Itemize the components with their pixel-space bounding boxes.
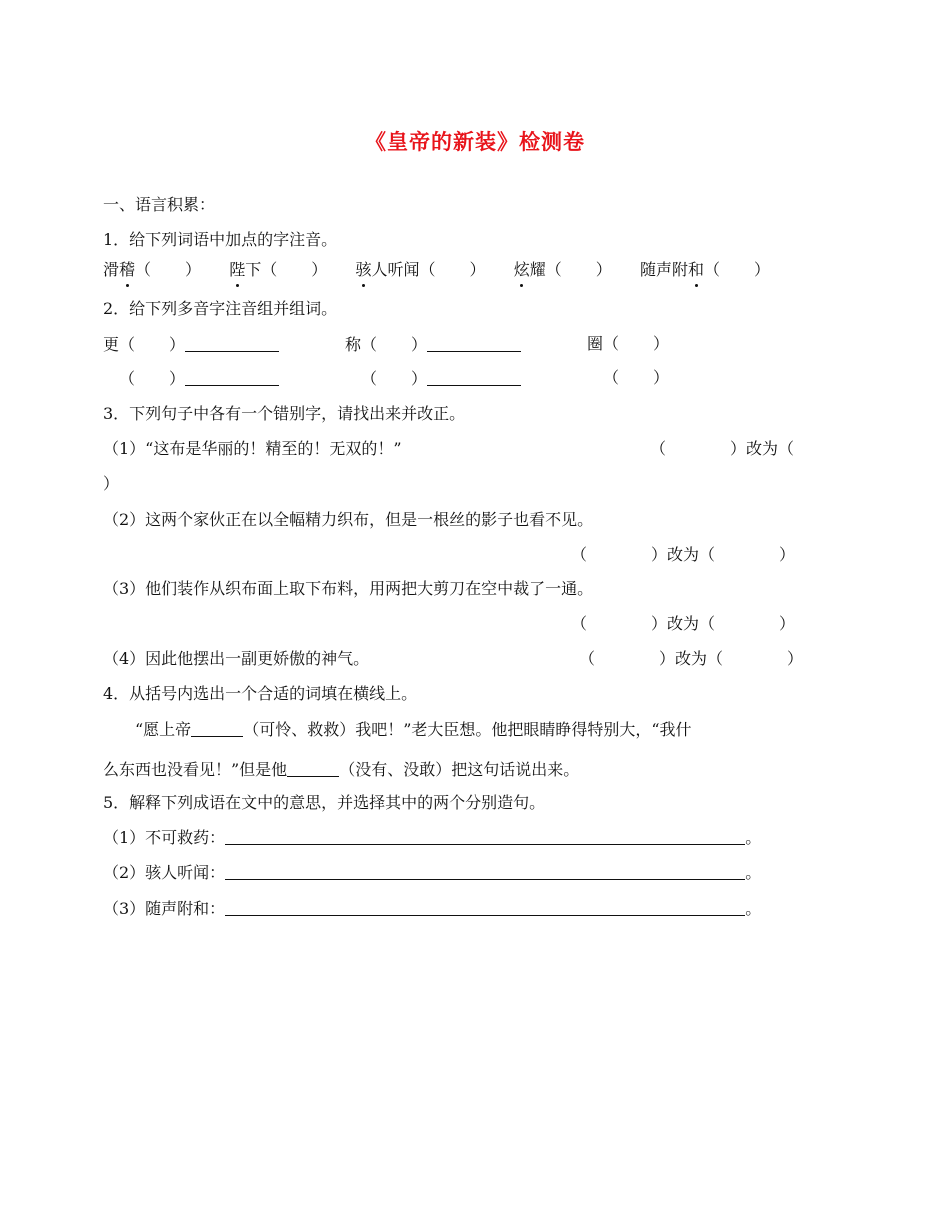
q4-passage-line-1: “愿上帝 （可怜、救救）我吧！”老大臣想。他把眼睛睁得特别大，“我什 bbox=[135, 720, 692, 739]
q2-prompt: 2．给下列多音字注音组并组词。 bbox=[103, 299, 338, 318]
q2-alt-3: （ ） bbox=[603, 368, 670, 387]
q1-item-1: 滑稽（ ） bbox=[103, 260, 202, 279]
q3-sentence-4: （4）因此他摆出一副更娇傲的神气。 bbox=[103, 649, 370, 668]
q5-item-2: （2）骇人听闻： 。 bbox=[103, 863, 762, 882]
q2-alt-2: （ ） bbox=[361, 367, 521, 390]
section-heading: 一、语言积累： bbox=[103, 195, 216, 214]
q4-passage-line-2: 么东西也没看见！”但是他 （没有、没敢）把这句话说出来。 bbox=[103, 760, 580, 779]
q3-sentence-1: （1）“这布是华丽的！精至的！无双的！” bbox=[103, 439, 402, 458]
q1-items bbox=[103, 259, 770, 281]
q3-correction-1: （ ）改为（ bbox=[650, 439, 795, 458]
q1-item-3: 骇人听闻（ ） bbox=[355, 260, 486, 279]
q1-item-5: 随声附和（ ） bbox=[640, 260, 771, 279]
q2-alt-1: （ ） bbox=[119, 367, 279, 390]
q1-item-2: 陛下（ ） bbox=[229, 260, 328, 279]
q2-char-1: 更（ ） bbox=[103, 333, 279, 356]
q3-sentence-3: （3）他们装作从织布面上取下布料，用两把大剪刀在空中裁了一通。 bbox=[103, 579, 594, 598]
q3-prompt: 3．下列句子中各有一个错别字，请找出来并改正。 bbox=[103, 404, 466, 423]
q1-item-4: 炫耀（ ） bbox=[513, 260, 612, 279]
q2-char-2: 称（ ） bbox=[345, 333, 521, 356]
q2-char-3: 圈（ ） bbox=[587, 334, 670, 353]
q3-correction-1-wrap: ） bbox=[103, 474, 120, 493]
q1-prompt: 1．给下列词语中加点的字注音。 bbox=[103, 230, 338, 249]
q3-sentence-2: （2）这两个家伙正在以全幅精力织布，但是一根丝的影子也看不见。 bbox=[103, 510, 594, 529]
q3-correction-3: （ ）改为（ ） bbox=[571, 614, 796, 633]
q5-item-1: （1）不可救药： 。 bbox=[103, 828, 762, 847]
q4-prompt: 4．从括号内选出一个合适的词填在横线上。 bbox=[103, 684, 418, 703]
page-title: 《皇帝的新装》检测卷 bbox=[365, 129, 585, 154]
q3-correction-2: （ ）改为（ ） bbox=[571, 545, 796, 564]
q5-prompt: 5．解释下列成语在文中的意思，并选择其中的两个分别造句。 bbox=[103, 793, 546, 812]
q3-correction-4: （ ）改为（ ） bbox=[579, 649, 804, 668]
q5-item-3: （3）随声附和： 。 bbox=[103, 899, 762, 918]
